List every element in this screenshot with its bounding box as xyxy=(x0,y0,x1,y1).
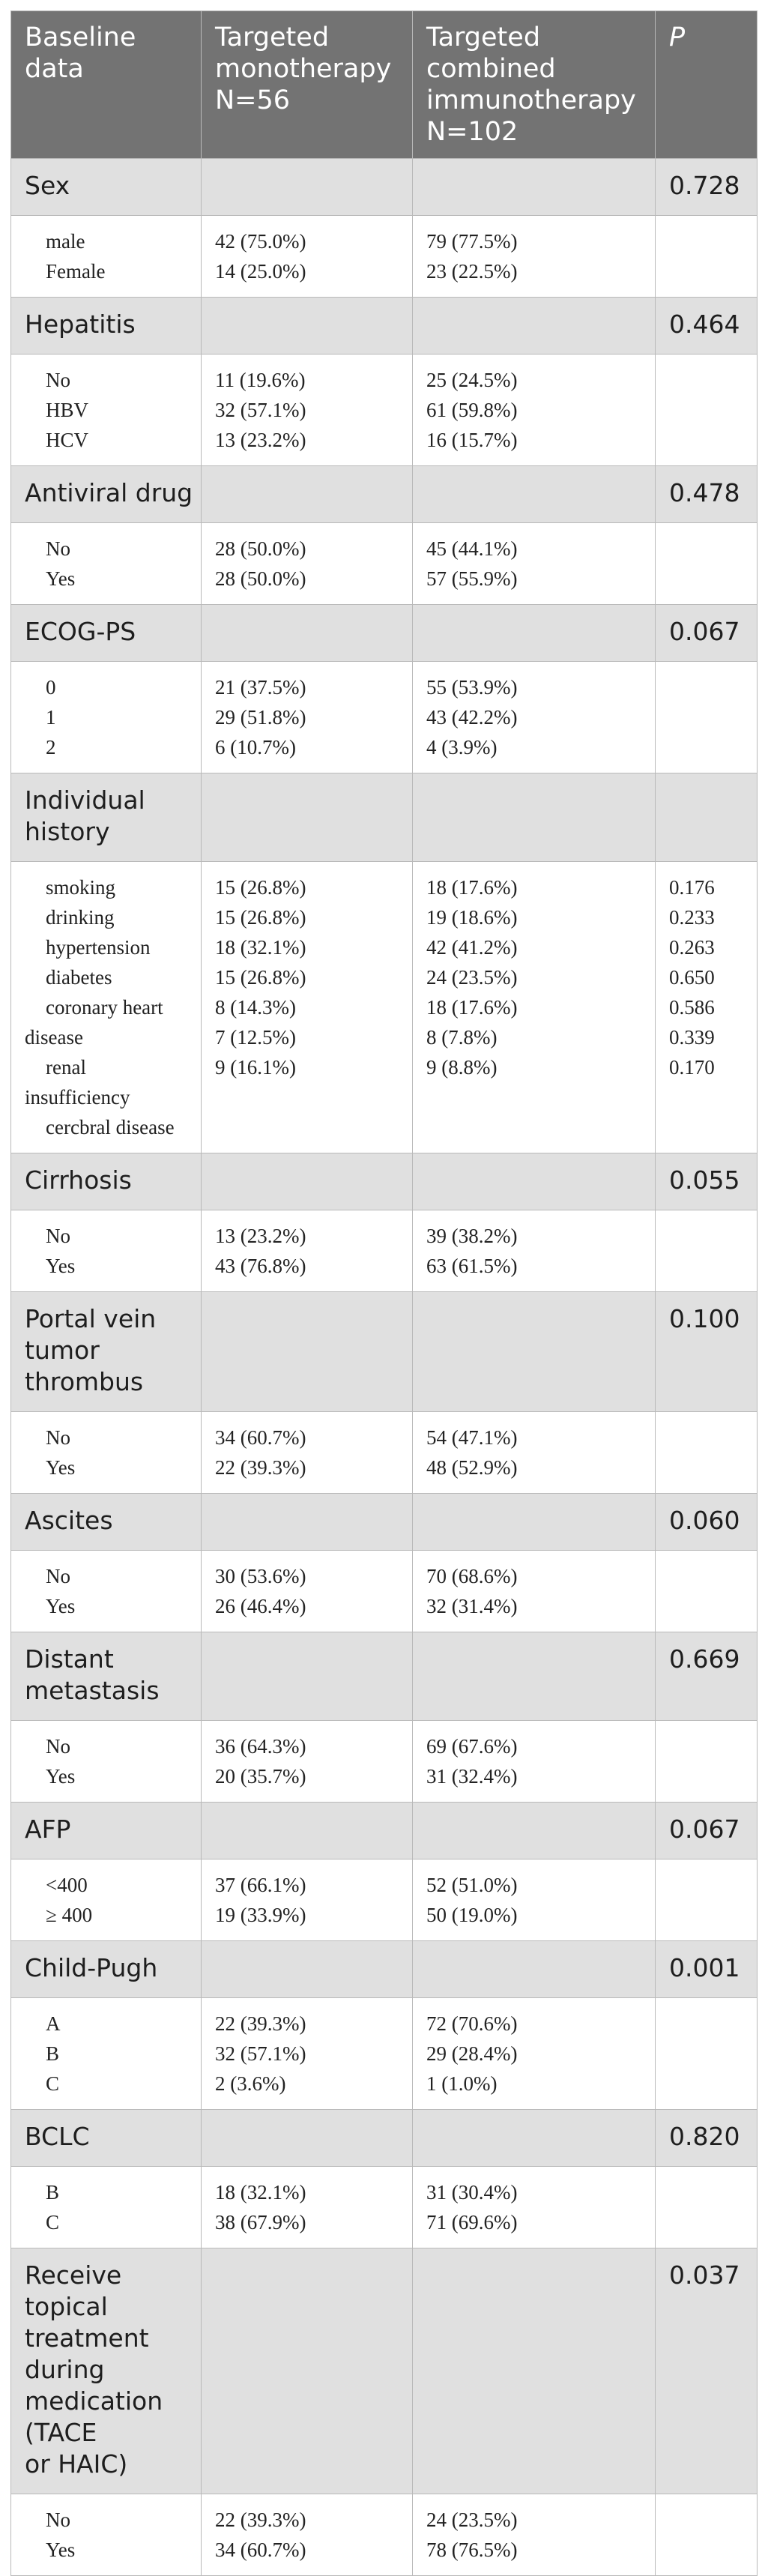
category-p-value xyxy=(656,466,758,523)
p-values xyxy=(656,862,758,1153)
value-cell: 54 (47.1%) xyxy=(426,1426,518,1449)
value-cell: 78 (76.5%) xyxy=(426,2539,518,2561)
category-title xyxy=(11,1941,202,1998)
subgroup-label: ≥ 400 xyxy=(46,1904,93,1926)
combined-values xyxy=(413,1210,656,1292)
subgroup-label: HCV xyxy=(46,429,89,451)
p-value-text: 0.067 xyxy=(669,1815,740,1844)
p-value-text: 0.060 xyxy=(669,1506,740,1535)
category-title xyxy=(11,773,202,862)
combined-values xyxy=(413,355,656,466)
value-cell: 42 (41.2%) xyxy=(426,936,518,959)
baseline-table-container xyxy=(10,10,757,2576)
category-title-text: or HAIC) xyxy=(25,2449,128,2479)
data-row-cirrhosis xyxy=(11,1210,758,1292)
category-p-value xyxy=(656,773,758,862)
data-row-distant-metastasis xyxy=(11,1721,758,1803)
category-title-text: Distant xyxy=(25,1644,114,1674)
p-value-text: 0.669 xyxy=(669,1644,740,1674)
category-title-text: Individual xyxy=(25,785,145,815)
header-text: N=56 xyxy=(215,85,291,115)
value-cell: 8 (14.3%) xyxy=(215,996,296,1019)
category-p-value xyxy=(656,1292,758,1412)
category-p-value xyxy=(656,2110,758,2167)
monotherapy-values xyxy=(202,355,413,466)
subgroup-label: B xyxy=(46,2181,60,2204)
value-cell: 24 (23.5%) xyxy=(426,2509,518,2531)
empty-cell xyxy=(413,466,656,523)
value-cell: 31 (30.4%) xyxy=(426,2181,518,2204)
empty-cell xyxy=(656,1412,758,1494)
subgroup-label: hypertension xyxy=(46,936,151,959)
combined-values xyxy=(413,862,656,1153)
category-p-value xyxy=(656,1941,758,1998)
category-title xyxy=(11,2110,202,2167)
category-row-ascites xyxy=(11,1494,758,1551)
value-cell: 28 (50.0%) xyxy=(215,567,306,590)
category-p-value xyxy=(656,159,758,216)
category-row-portal-vein-tumor-thrombus xyxy=(11,1292,758,1412)
category-row-topical-treatment xyxy=(11,2248,758,2494)
value-cell: 22 (39.3%) xyxy=(215,2012,306,2035)
monotherapy-values xyxy=(202,1551,413,1632)
value-cell: 8 (7.8%) xyxy=(426,1026,498,1049)
value-cell: 23 (22.5%) xyxy=(426,260,518,283)
subgroup-label: No xyxy=(46,369,70,391)
subgroup-label: No xyxy=(46,1565,70,1587)
combined-values xyxy=(413,2167,656,2248)
subgroup-label: renal xyxy=(46,1056,86,1079)
subgroup-labels xyxy=(11,523,202,605)
category-row-individual-history xyxy=(11,773,758,862)
empty-cell xyxy=(413,159,656,216)
value-cell: 4 (3.9%) xyxy=(426,736,498,758)
empty-cell xyxy=(413,1292,656,1412)
category-title-text: thrombus xyxy=(25,1367,144,1396)
subgroup-labels xyxy=(11,862,202,1153)
empty-cell xyxy=(656,1210,758,1292)
value-cell: 11 (19.6%) xyxy=(215,369,306,391)
subgroup-label: <400 xyxy=(46,1874,88,1896)
category-title xyxy=(11,1632,202,1721)
value-cell: 72 (70.6%) xyxy=(426,2012,518,2035)
p-value-cell: 0.170 xyxy=(669,1056,715,1079)
category-p-value xyxy=(656,298,758,355)
value-cell: 1 (1.0%) xyxy=(426,2072,498,2095)
value-cell: 32 (57.1%) xyxy=(215,2042,306,2065)
category-title-text: medication xyxy=(25,2386,163,2416)
subgroup-label: Yes xyxy=(46,1765,76,1788)
category-p-value xyxy=(656,1803,758,1859)
value-cell: 24 (23.5%) xyxy=(426,966,518,989)
value-cell: 39 (38.2%) xyxy=(426,1225,518,1247)
category-p-value xyxy=(656,1494,758,1551)
value-cell: 19 (33.9%) xyxy=(215,1904,306,1926)
value-cell: 42 (75.0%) xyxy=(215,230,306,253)
value-cell: 63 (61.5%) xyxy=(426,1255,518,1277)
empty-cell xyxy=(202,1632,413,1721)
value-cell: 79 (77.5%) xyxy=(426,230,518,253)
subgroup-labels xyxy=(11,1412,202,1494)
header-text: P xyxy=(669,22,686,52)
value-cell: 30 (53.6%) xyxy=(215,1565,306,1587)
empty-cell xyxy=(202,466,413,523)
empty-cell xyxy=(413,2248,656,2494)
subgroup-label: No xyxy=(46,537,70,560)
value-cell: 37 (66.1%) xyxy=(215,1874,306,1896)
header-p-value xyxy=(656,11,758,159)
data-row-topical-treatment xyxy=(11,2494,758,2576)
category-title-text: (TACE xyxy=(25,2418,97,2447)
combined-values xyxy=(413,1998,656,2110)
value-cell: 29 (51.8%) xyxy=(215,706,306,729)
subgroup-labels xyxy=(11,2494,202,2576)
empty-cell xyxy=(413,1494,656,1551)
value-cell: 22 (39.3%) xyxy=(215,1456,306,1479)
header-text: Targeted xyxy=(426,22,541,52)
category-title-text: treatment xyxy=(25,2323,149,2353)
value-cell: 32 (31.4%) xyxy=(426,1595,518,1617)
category-title xyxy=(11,605,202,662)
empty-cell xyxy=(656,523,758,605)
value-cell: 29 (28.4%) xyxy=(426,2042,518,2065)
category-title-text: Receive xyxy=(25,2260,122,2290)
value-cell: 57 (55.9%) xyxy=(426,567,518,590)
empty-cell xyxy=(413,298,656,355)
data-row-sex xyxy=(11,216,758,298)
category-title xyxy=(11,2248,202,2494)
value-cell: 6 (10.7%) xyxy=(215,736,296,758)
category-title-text: history xyxy=(25,817,110,846)
empty-cell xyxy=(413,1803,656,1859)
value-cell: 50 (19.0%) xyxy=(426,1904,518,1926)
category-row-cirrhosis xyxy=(11,1153,758,1210)
value-cell: 55 (53.9%) xyxy=(426,676,518,699)
p-value-cell: 0.233 xyxy=(669,906,715,929)
header-baseline-data xyxy=(11,11,202,159)
p-value-cell: 0.650 xyxy=(669,966,715,989)
subgroup-labels xyxy=(11,1721,202,1803)
empty-cell xyxy=(202,773,413,862)
empty-cell xyxy=(413,773,656,862)
empty-cell xyxy=(413,1153,656,1210)
empty-cell xyxy=(656,1859,758,1941)
subgroup-label: Yes xyxy=(46,1595,76,1617)
value-cell: 38 (67.9%) xyxy=(215,2211,306,2233)
value-cell: 70 (68.6%) xyxy=(426,1565,518,1587)
subgroup-label: C xyxy=(46,2072,60,2095)
category-title-text: Hepatitis xyxy=(25,310,136,339)
value-cell: 28 (50.0%) xyxy=(215,537,306,560)
category-title-text: Portal vein xyxy=(25,1304,157,1333)
category-row-bclc xyxy=(11,2110,758,2167)
value-cell: 34 (60.7%) xyxy=(215,2539,306,2561)
data-row-portal-vein-tumor-thrombus xyxy=(11,1412,758,1494)
value-cell: 71 (69.6%) xyxy=(426,2211,518,2233)
monotherapy-values xyxy=(202,1412,413,1494)
p-value-text: 0.001 xyxy=(669,1953,740,1982)
monotherapy-values xyxy=(202,1859,413,1941)
category-row-afp xyxy=(11,1803,758,1859)
combined-values xyxy=(413,1721,656,1803)
value-cell: 15 (26.8%) xyxy=(215,906,306,929)
value-cell: 26 (46.4%) xyxy=(215,1595,306,1617)
value-cell: 36 (64.3%) xyxy=(215,1735,306,1758)
empty-cell xyxy=(656,662,758,773)
category-title-text: Child-Pugh xyxy=(25,1953,158,1982)
value-cell: 32 (57.1%) xyxy=(215,399,306,421)
empty-cell xyxy=(656,1551,758,1632)
combined-values xyxy=(413,2494,656,2576)
category-row-sex xyxy=(11,159,758,216)
data-row-hepatitis xyxy=(11,355,758,466)
value-cell: 19 (18.6%) xyxy=(426,906,518,929)
subgroup-label: insufficiency xyxy=(25,1086,130,1108)
empty-cell xyxy=(413,2110,656,2167)
category-title-text: metastasis xyxy=(25,1676,160,1705)
p-value-text: 0.055 xyxy=(669,1165,740,1195)
subgroup-labels xyxy=(11,1551,202,1632)
subgroup-labels xyxy=(11,216,202,298)
combined-values xyxy=(413,662,656,773)
value-cell: 7 (12.5%) xyxy=(215,1026,296,1049)
value-cell: 45 (44.1%) xyxy=(426,537,518,560)
monotherapy-values xyxy=(202,216,413,298)
subgroup-label: 1 xyxy=(46,706,56,729)
value-cell: 61 (59.8%) xyxy=(426,399,518,421)
category-p-value xyxy=(656,605,758,662)
category-p-value xyxy=(656,1632,758,1721)
data-row-antiviral-drug xyxy=(11,523,758,605)
header-text: Baseline xyxy=(25,22,136,52)
p-value-text: 0.037 xyxy=(669,2260,740,2290)
subgroup-labels xyxy=(11,1998,202,2110)
value-cell: 14 (25.0%) xyxy=(215,260,306,283)
subgroup-label: No xyxy=(46,1426,70,1449)
subgroup-label: No xyxy=(46,1735,70,1758)
p-value-text: 0.820 xyxy=(669,2122,740,2151)
category-title-text: tumor xyxy=(25,1336,100,1365)
value-cell: 20 (35.7%) xyxy=(215,1765,306,1788)
empty-cell xyxy=(656,216,758,298)
empty-cell xyxy=(656,355,758,466)
header-text: Targeted xyxy=(215,22,330,52)
value-cell: 15 (26.8%) xyxy=(215,876,306,899)
data-row-afp xyxy=(11,1859,758,1941)
value-cell: 22 (39.3%) xyxy=(215,2509,306,2531)
subgroup-label: coronary heart xyxy=(46,996,163,1019)
monotherapy-values xyxy=(202,2167,413,2248)
empty-cell xyxy=(202,1803,413,1859)
data-row-bclc xyxy=(11,2167,758,2248)
empty-cell xyxy=(202,1494,413,1551)
combined-values xyxy=(413,1412,656,1494)
category-row-hepatitis xyxy=(11,298,758,355)
empty-cell xyxy=(202,2248,413,2494)
header-text: immunotherapy xyxy=(426,85,636,115)
subgroup-label: No xyxy=(46,2509,70,2531)
category-p-value xyxy=(656,2248,758,2494)
empty-cell xyxy=(202,605,413,662)
category-title xyxy=(11,1494,202,1551)
monotherapy-values xyxy=(202,523,413,605)
p-value-text: 0.728 xyxy=(669,171,740,200)
monotherapy-values xyxy=(202,1210,413,1292)
data-row-individual-history xyxy=(11,862,758,1153)
data-row-ascites xyxy=(11,1551,758,1632)
subgroup-labels xyxy=(11,2167,202,2248)
subgroup-label: diabetes xyxy=(46,966,112,989)
value-cell: 48 (52.9%) xyxy=(426,1456,518,1479)
subgroup-label: male xyxy=(46,230,85,253)
subgroup-labels xyxy=(11,662,202,773)
combined-values xyxy=(413,523,656,605)
category-row-distant-metastasis xyxy=(11,1632,758,1721)
monotherapy-values xyxy=(202,662,413,773)
value-cell: 43 (76.8%) xyxy=(215,1255,306,1277)
category-title-text: Ascites xyxy=(25,1506,113,1535)
value-cell: 13 (23.2%) xyxy=(215,429,306,451)
category-title-text: Antiviral drug xyxy=(25,478,193,507)
data-row-child-pugh xyxy=(11,1998,758,2110)
value-cell: 13 (23.2%) xyxy=(215,1225,306,1247)
empty-cell xyxy=(202,1153,413,1210)
header-text: data xyxy=(25,54,84,84)
subgroup-label: 0 xyxy=(46,676,56,699)
category-title xyxy=(11,466,202,523)
empty-cell xyxy=(656,2494,758,2576)
value-cell: 9 (8.8%) xyxy=(426,1056,498,1079)
empty-cell xyxy=(202,159,413,216)
monotherapy-values xyxy=(202,862,413,1153)
value-cell: 2 (3.6%) xyxy=(215,2072,286,2095)
subgroup-label: Yes xyxy=(46,2539,76,2561)
subgroup-label: B xyxy=(46,2042,60,2065)
value-cell: 9 (16.1%) xyxy=(215,1056,296,1079)
subgroup-label: Female xyxy=(46,260,106,283)
category-title-text: AFP xyxy=(25,1815,71,1844)
monotherapy-values xyxy=(202,2494,413,2576)
subgroup-label: HBV xyxy=(46,399,89,421)
header-text: N=102 xyxy=(426,117,518,147)
value-cell: 18 (17.6%) xyxy=(426,876,518,899)
category-title-text: during xyxy=(25,2355,105,2384)
category-title xyxy=(11,159,202,216)
p-value-text: 0.464 xyxy=(669,310,740,339)
category-title xyxy=(11,1153,202,1210)
header-combined-immunotherapy xyxy=(413,11,656,159)
subgroup-labels xyxy=(11,355,202,466)
empty-cell xyxy=(656,1998,758,2110)
value-cell: 21 (37.5%) xyxy=(215,676,306,699)
value-cell: 18 (32.1%) xyxy=(215,2181,306,2204)
empty-cell xyxy=(413,1632,656,1721)
category-title-text: BCLC xyxy=(25,2122,90,2151)
category-title-text: ECOG-PS xyxy=(25,617,136,646)
subgroup-label: Yes xyxy=(46,1255,76,1277)
p-value-text: 0.067 xyxy=(669,617,740,646)
value-cell: 52 (51.0%) xyxy=(426,1874,518,1896)
empty-cell xyxy=(202,298,413,355)
empty-cell xyxy=(202,1941,413,1998)
empty-cell xyxy=(656,2167,758,2248)
category-title-text: topical xyxy=(25,2292,108,2321)
p-value-cell: 0.176 xyxy=(669,876,715,899)
value-cell: 31 (32.4%) xyxy=(426,1765,518,1788)
subgroup-label: drinking xyxy=(46,906,115,929)
subgroup-label: C xyxy=(46,2211,60,2233)
combined-values xyxy=(413,216,656,298)
empty-cell xyxy=(656,1721,758,1803)
value-cell: 69 (67.6%) xyxy=(426,1735,518,1758)
p-value-cell: 0.339 xyxy=(669,1026,715,1049)
p-value-cell: 0.586 xyxy=(669,996,715,1019)
subgroup-label: Yes xyxy=(46,567,76,590)
category-p-value xyxy=(656,1153,758,1210)
combined-values xyxy=(413,1859,656,1941)
value-cell: 18 (32.1%) xyxy=(215,936,306,959)
baseline-characteristics-table xyxy=(10,10,758,2576)
header-row xyxy=(11,11,758,159)
category-title-text: Sex xyxy=(25,171,70,200)
subgroup-label: smoking xyxy=(46,876,116,899)
monotherapy-values xyxy=(202,1998,413,2110)
value-cell: 34 (60.7%) xyxy=(215,1426,306,1449)
empty-cell xyxy=(202,1292,413,1412)
value-cell: 15 (26.8%) xyxy=(215,966,306,989)
header-text: monotherapy xyxy=(215,54,392,84)
subgroup-label: disease xyxy=(25,1026,83,1049)
category-row-child-pugh xyxy=(11,1941,758,1998)
p-value-text: 0.478 xyxy=(669,478,740,507)
header-monotherapy xyxy=(202,11,413,159)
subgroup-label: No xyxy=(46,1225,70,1247)
category-title xyxy=(11,298,202,355)
header-text: combined xyxy=(426,54,556,84)
value-cell: 18 (17.6%) xyxy=(426,996,518,1019)
empty-cell xyxy=(413,605,656,662)
subgroup-label: cercbral disease xyxy=(46,1116,175,1138)
combined-values xyxy=(413,1551,656,1632)
subgroup-label: A xyxy=(46,2012,61,2035)
monotherapy-values xyxy=(202,1721,413,1803)
category-title xyxy=(11,1803,202,1859)
subgroup-labels xyxy=(11,1859,202,1941)
p-value-cell: 0.263 xyxy=(669,936,715,959)
empty-cell xyxy=(413,1941,656,1998)
category-title xyxy=(11,1292,202,1412)
subgroup-labels xyxy=(11,1210,202,1292)
p-value-text: 0.100 xyxy=(669,1304,740,1333)
empty-cell xyxy=(202,2110,413,2167)
data-row-ecog-ps xyxy=(11,662,758,773)
subgroup-label: Yes xyxy=(46,1456,76,1479)
value-cell: 43 (42.2%) xyxy=(426,706,518,729)
value-cell: 16 (15.7%) xyxy=(426,429,518,451)
value-cell: 25 (24.5%) xyxy=(426,369,518,391)
category-title-text: Cirrhosis xyxy=(25,1165,132,1195)
category-row-ecog-ps xyxy=(11,605,758,662)
category-row-antiviral-drug xyxy=(11,466,758,523)
subgroup-label: 2 xyxy=(46,736,56,758)
